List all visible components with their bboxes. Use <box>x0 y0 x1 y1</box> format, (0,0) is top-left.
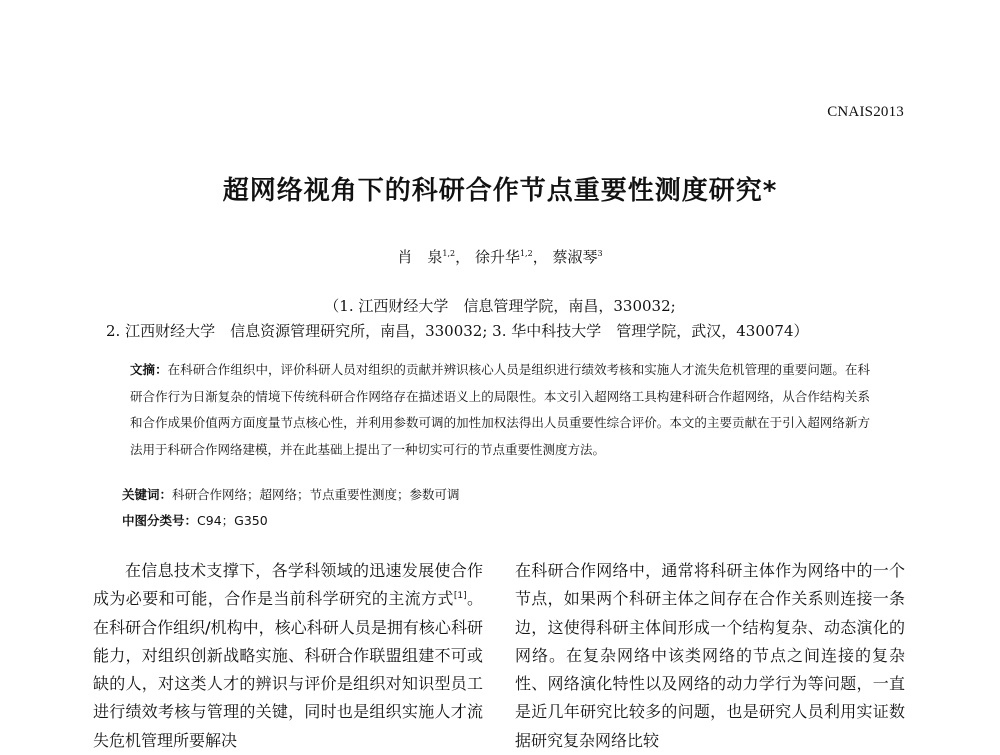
affiliation-line-2: 2. 江西财经大学 信息资源管理研究所，南昌，330032; 3. 华中科技大学 管理学院，武汉，430074） <box>106 322 809 340</box>
body-column-right: 在科研合作网络中，通常将科研主体作为网络中的一个节点，如果两个科研主体之间存在合作关系则连接一条边，这使得科研主体间形成一个结构复杂、动态演化的网络。在复杂网络中该类网络的节点之间连接的复杂性、网络演化特性以及网络的动力学行为等问题，一直是近几年研究比较多的问题，也是研究人员利用实证数据研究复杂网络比较 <box>515 561 905 750</box>
body-text: 。在科研合作组织/机构中，核心科研人员是拥有核心科研能力，对组织创新战略实施、科研合作联盟组建不可或缺的人，对这类人才的辨识与评价是组织对知识型员工进行绩效考核与管理的关键，同时也是组织实施人才流失危机管理所要解决 <box>93 589 483 750</box>
classification-number <box>122 511 268 529</box>
author-name: 徐升华 <box>474 248 520 266</box>
citation-ref[interactable]: [1] <box>453 591 467 602</box>
affiliation-line-1: （1. 江西财经大学 信息管理学院，南昌，330032; <box>324 297 676 315</box>
author-affil-sup: 1,2 <box>519 249 533 258</box>
abstract-text: 在科研合作组织中，评价科研人员对组织的贡献并辨识核心人员是组织进行绩效考核和实施人才流失危机管理的重要问题。在科研合作行为日渐复杂的情境下传统科研合作网络存在描述语义上的局限性。本文引入超网络工具构建科研合作超网络，从合作结构关系和合作成果价值两方面度量节点核心性，并利用参数可调的加性加权法得出人员重要性综合评价。本文的主要贡献在于引入超网络新方法用于科研合作网络建模，并在此基础上提出了一种切实可行的节点重要性测度方法。 <box>130 362 870 457</box>
abstract-label: 文摘： <box>130 362 168 377</box>
author-affil-sup: 3 <box>597 249 603 258</box>
keywords-text: 科研合作网络；超网络；节点重要性测度；参数可调 <box>172 487 460 502</box>
author-affil-sup: 1,2 <box>442 249 456 258</box>
author-name: 肖 泉 <box>397 248 443 266</box>
keywords-label: 关键词： <box>122 487 173 502</box>
body-text: 在信息技术支撑下，各学科领域的迅速发展使合作成为必要和可能，合作是当前科学研究的主流方式 <box>93 561 483 609</box>
body-column-left <box>93 557 483 755</box>
conference-label: CNAIS2013 <box>827 104 904 120</box>
classification-text: C94；G350 <box>197 513 268 528</box>
classification-label: 中图分类号： <box>122 513 198 528</box>
keywords <box>122 485 460 503</box>
author-name: 蔡淑琴 <box>552 248 598 266</box>
abstract <box>130 357 870 463</box>
author-list: 肖 泉$^{1,2}$， 徐升华$^{1,2}$， 蔡淑琴$^3$ <box>397 248 603 266</box>
paper-title: 超网络视角下的科研合作节点重要性测度研究* <box>222 176 778 206</box>
